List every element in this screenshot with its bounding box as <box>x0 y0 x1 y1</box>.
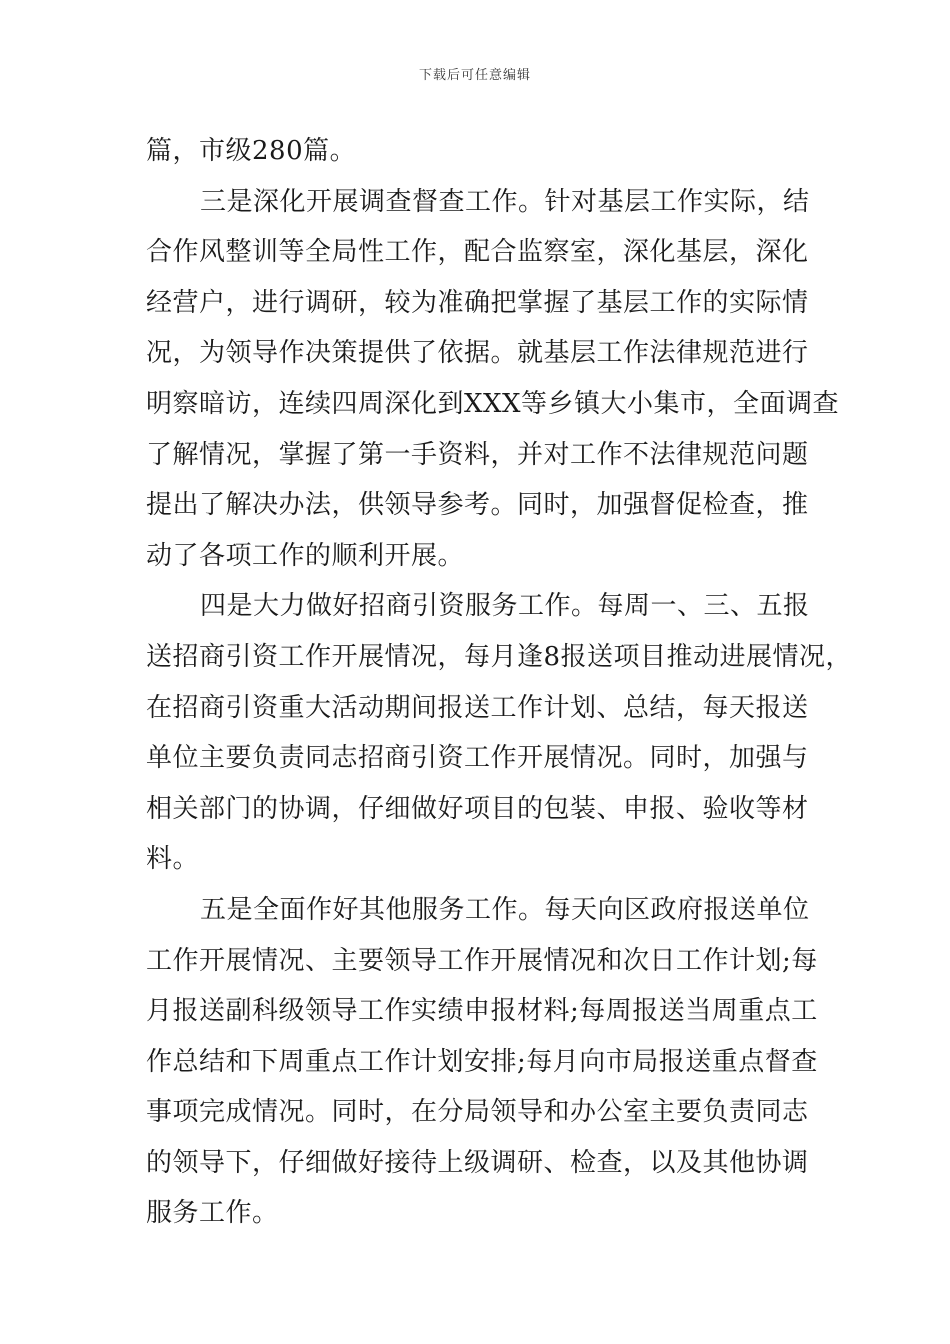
text-line: 况，为领导作决策提供了依据。就基层工作法律规范进行 <box>146 338 809 369</box>
text-line: 明察暗访，连续四周深化到XXX等乡镇大小集市，全面调查 <box>146 388 840 419</box>
text-line: 经营户，进行调研，较为准确把掌握了基层工作的实际情 <box>146 287 809 318</box>
text-line: 服务工作。 <box>146 1198 279 1229</box>
text-line: 了解情况，掌握了第一手资料，并对工作不法律规范问题 <box>146 439 809 470</box>
text-line: 送招商引资工作开展情况，每月逢8报送项目推动进展情况， <box>146 641 853 672</box>
text-line: 作总结和下周重点工作计划安排;每月向市局报送重点督查 <box>146 1046 818 1077</box>
text-line: 动了各项工作的顺利开展。 <box>146 540 465 571</box>
text-line: 事项完成情况。同时，在分局领导和办公室主要负责同志 <box>146 1097 809 1128</box>
text-line: 工作开展情况、主要领导工作开展情况和次日工作计划;每 <box>146 945 818 976</box>
paragraph-start-line: 三是深化开展调查督查工作。针对基层工作实际，结 <box>200 186 810 217</box>
text-line: 单位主要负责同志招商引资工作开展情况。同时，加强与 <box>146 743 809 774</box>
paragraph-start-line: 五是全面作好其他服务工作。每天向区政府报送单位 <box>200 894 810 925</box>
text-line: 月报送副科级领导工作实绩申报材料;每周报送当周重点工 <box>146 996 818 1027</box>
header-note: 下载后可任意编辑 <box>418 68 531 83</box>
text-line: 合作风整训等全局性工作，配合监察室，深化基层，深化 <box>146 237 809 268</box>
text-line: 篇，市级280篇。 <box>146 136 357 166</box>
text-line: 的领导下，仔细做好接待上级调研、检查，以及其他协调 <box>146 1147 809 1178</box>
body-text <box>146 126 853 1239</box>
text-line: 在招商引资重大活动期间报送工作计划、总结，每天报送 <box>146 692 809 723</box>
text-line: 料。 <box>146 844 200 875</box>
text-line: 提出了解决办法，供领导参考。同时，加强督促检查，推 <box>146 490 809 521</box>
text-line: 相关部门的协调，仔细做好项目的包装、申报、验收等材 <box>146 793 809 824</box>
paragraph-start-line: 四是大力做好招商引资服务工作。每周一、三、五报 <box>200 591 810 622</box>
